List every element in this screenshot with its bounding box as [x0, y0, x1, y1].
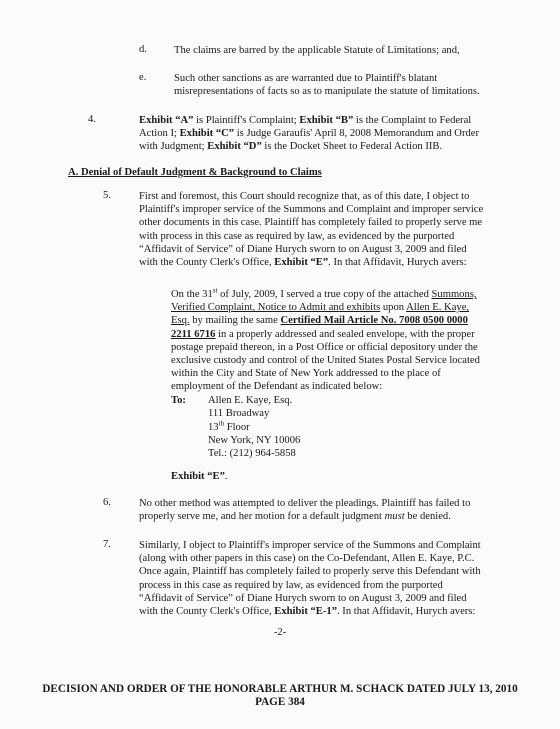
paragraph-6: No other method was attempted to deliver the pleadings. Plaintiff has failed to properly serve me, and her motion for a default judgment must be denied. [139, 498, 471, 523]
affidavit-quote: On the 31st of July, 2009, I served a true copy of the attached Summons, Verified Complaint, Notice to Admit and exhibits upon Allen E. Kaye, Esq. by mailing the same Certified Mail Article No. 7008 0500 0000 2211 6716 in a properly addressed and sealed envelope, with the proper postage prepaid thereon, in a Post Office or official depository under the exclusive custody and control of the United States Postal Service located within the City and State of New York addressed to the place of employment of the Defendant as indicated below: [171, 286, 480, 393]
section-heading: A. Denial of Default Judgment & Background to Claims [68, 167, 322, 178]
item-d-marker: d. [139, 44, 147, 55]
paragraph-4-number: 4. [88, 114, 96, 125]
item-e-text: Such other sanctions as are warranted due to Plaintiff's blatant misrepresentations of facts so as to manipulate the statute of limitations. [174, 73, 480, 98]
address-to-label: To: [171, 395, 186, 406]
item-d-text: The claims are barred by the applicable Statute of Limitations; and, [174, 45, 460, 56]
footer-caption: DECISION AND ORDER OF THE HONORABLE ARTHUR M. SCHACK DATED JULY 13, 2010 PAGE 384 [42, 683, 518, 708]
paragraph-7-number: 7. [103, 539, 111, 550]
address-block: Allen E. Kaye, Esq. 111 Broadway 13th Floor New York, NY 10006 Tel.: (212) 964-5858 [208, 395, 301, 460]
page-number: -2- [273, 627, 287, 638]
paragraph-5-number: 5. [103, 190, 111, 201]
paragraph-4: Exhibit “A” is Plaintiff's Complaint; Exhibit “B” is the Complaint to Federal Action I; Exhibit “C” is Judge Garaufis' April 8, 2008 Memorandum and Order with Judgment; Exhibit “D” is the Docket Sheet to Federal Action IIB. [139, 115, 480, 153]
paragraph-5: First and foremost, this Court should recognize that, as of this date, I object to Plaintiff's improper service of the Summons and Complaint and improper service other documents in this case. Plaintiff has completely failed to properly serve me with process in this case as required by law, as evidenced by the purported “Affidavit of Service” of Diane Hurych sworn to on August 3, 2009 and filed with the County Clerk's Office, Exhibit “E”. In that Affidavit, Hurych avers: [139, 191, 484, 269]
exhibit-e-reference: Exhibit “E”. [171, 471, 228, 482]
item-e-marker: e. [139, 72, 147, 83]
paragraph-7: Similarly, I object to Plaintiff's improper service of the Summons and Complaint (along with other papers in this case) on the Co-Defendant, Allen E. Kaye, P.C. Once again, Plaintiff has completely failed to properly serve this Defendant with process in this case as required by law, as evidenced from the purported “Affidavit of Service” of Diane Hurych sworn to on August 3, 2009 and filed with the County Clerk's Office, Exhibit “E-1”. In that Affidavit, Hurych avers: [139, 540, 481, 618]
paragraph-6-number: 6. [103, 497, 111, 508]
